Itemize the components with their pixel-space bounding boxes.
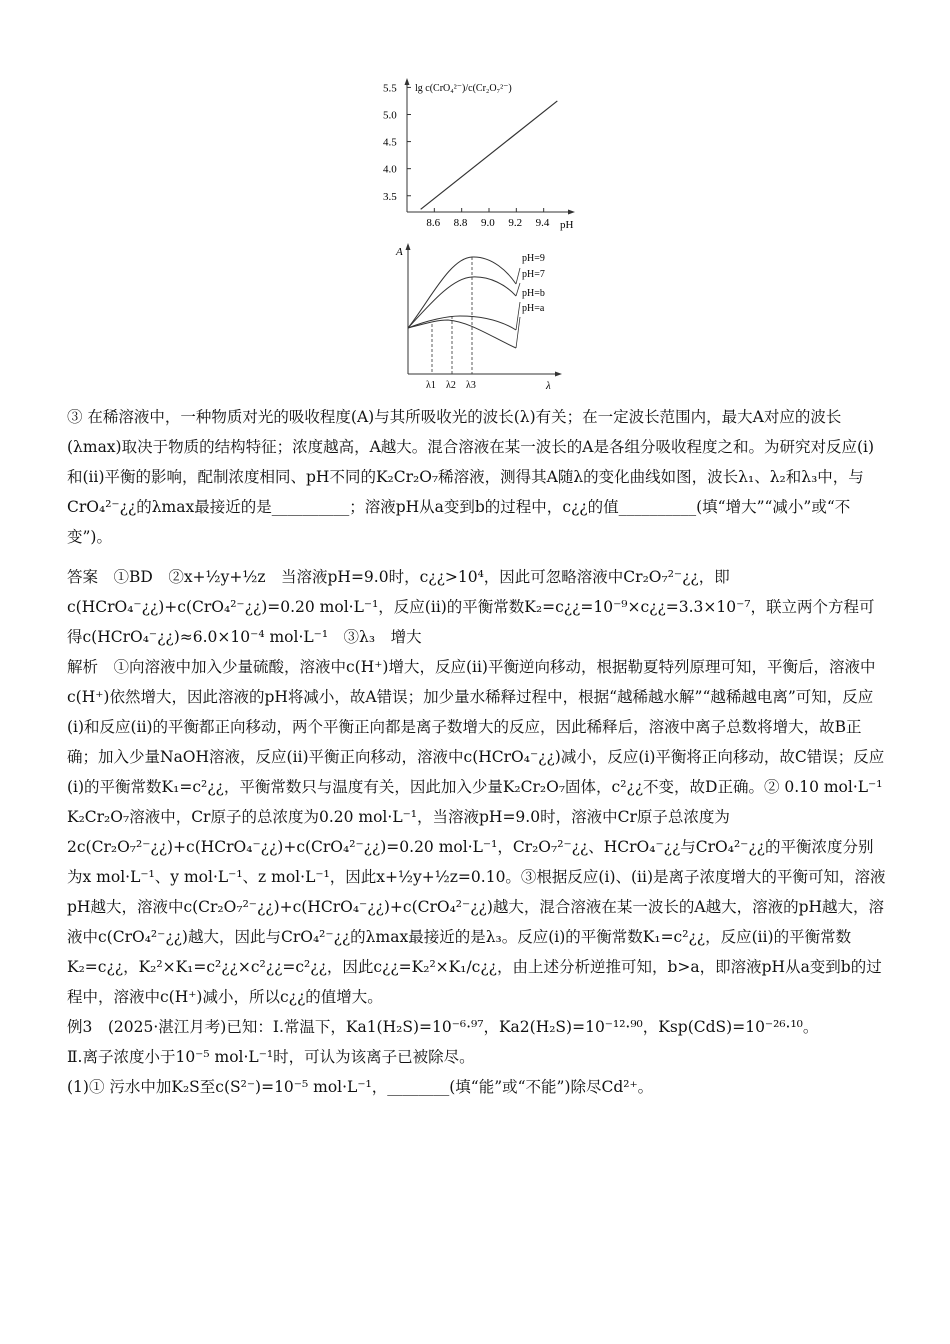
leader-ph-a — [516, 317, 520, 348]
para-example3-condition2: Ⅱ.离子浓度小于10⁻⁵ mol·L⁻¹时，可认为该离子已被除尽。 — [67, 1048, 475, 1066]
y-axis-arrow — [405, 78, 410, 85]
curve-label-ph-7: pH=7 — [522, 269, 545, 280]
para-question-1: (1)① 污水中加K₂S至c(S²⁻)=10⁻⁵ mol·L⁻¹，________(填“能”或“不能”)除尽Cd²⁺。 — [67, 1078, 654, 1096]
x-tick-label: 9.4 — [535, 217, 550, 229]
curve-label-ph-a: pH=a — [522, 303, 545, 314]
figure-absorbance-vs-wavelength — [390, 240, 570, 398]
y-tick-label: 5.0 — [383, 109, 397, 122]
y-axis-arrow — [406, 243, 411, 250]
x-axis-label: pH — [560, 219, 574, 231]
document-body — [67, 402, 887, 1102]
data-line — [421, 101, 558, 209]
curve-ph-9 — [408, 257, 516, 328]
x-tick-label: 8.8 — [453, 217, 468, 229]
x-axis-arrow — [568, 210, 575, 215]
tick-lambda1: λ1 — [426, 380, 436, 391]
y-axis-label: A — [396, 246, 403, 258]
leader-ph-b — [516, 302, 520, 330]
x-tick-label: 9.0 — [481, 217, 495, 229]
x-axis-label: λ — [546, 380, 551, 392]
line-chart-svg — [375, 68, 585, 238]
curve-label-ph-9: pH=9 — [522, 253, 545, 264]
y-tick-label: 4.5 — [383, 136, 397, 149]
x-tick-label: 8.6 — [426, 217, 441, 229]
para-answer: 答案 ①BD ②x+½y+½z 当溶液pH=9.0时，c¿¿>10⁴，因此可忽略溶液中Cr₂O₇²⁻¿¿，即c(HCrO₄⁻¿¿)+c(CrO₄²⁻¿¿)=0.20 mol·L⁻¹，反应(ⅱ)的平衡常数K₂=c¿¿=10⁻⁹×c¿¿=3.3×10⁻⁷，联立两个方程可得c(HCrO₄⁻¿¿)≈6.0×10⁻⁴ mol·L⁻¹ ③λ₃ 增大 — [67, 568, 875, 646]
curve-label-ph-b: pH=b — [522, 288, 545, 299]
leader-ph-9 — [516, 268, 520, 284]
x-tick-label: 9.2 — [508, 217, 523, 229]
x-axis-arrow — [555, 372, 562, 377]
para-question-3: ③ 在稀溶液中，一种物质对光的吸收程度(A)与其所吸收光的波长(λ)有关；在一定波长范围内，最大A对应的波长(λmax)取决于物质的结构特征；浓度越高，A越大。混合溶液在某一波长的A是各组分吸收程度之和。为研究对反应(ⅰ)和(ⅱ)平衡的影响，配制浓度相同、pH不同的K₂Cr₂O₇稀溶液，测得其A随λ的变化曲线如图，波长λ₁、λ₂和λ₃中，与CrO₄²⁻¿¿的λmax最接近的是__________；溶液pH从a变到b的过程中，c¿¿的值__________(填“增大”“减小”或“不变”)。 — [67, 408, 875, 546]
y-axis-label: lg c(CrO₄²⁻)/c(Cr₂O₇²⁻) — [415, 83, 512, 94]
para-analysis: 解析 ①向溶液中加入少量硫酸，溶液中c(H⁺)增大，反应(ⅱ)平衡逆向移动，根据勒夏特列原理可知，平衡后，溶液中c(H⁺)依然增大，因此溶液的pH将减小，故A错误；加少量水稀释过程中，根据“越稀越水解”“越稀越电离”可知，反应(ⅰ)和反应(ⅱ)的平衡都正向移动，两个平衡正向都是离子数增大的反应，因此稀释后，溶液中离子总数将增大，故B正确；加入少量NaOH溶液，反应(ⅱ)平衡正向移动，溶液中c(HCrO₄⁻¿¿)减小，反应(ⅰ)平衡将正向移动，故C错误；反应(ⅰ)的平衡常数K₁=c²¿¿，平衡常数只与温度有关，因此加入少量K₂Cr₂O₇固体，c²¿¿不变，故D正确。② 0.10 mol·L⁻¹ K₂Cr₂O₇溶液中，Cr原子的总浓度为0.20 mol·L⁻¹，当溶液pH=9.0时，溶液中Cr原子总浓度为2c(Cr₂O₇²⁻¿¿)+c(HCrO₄⁻¿¿)+c(CrO₄²⁻¿¿)=0.20 mol·L⁻¹，Cr₂O₇²⁻¿¿、HCrO₄⁻¿¿与CrO₄²⁻¿¿的平衡浓度分别为x mol·L⁻¹、y mol·L⁻¹、z mol·L⁻¹，因此x+½y+½z=0.10。③根据反应(ⅰ)、(ⅱ)是离子浓度增大的平衡可知，溶液pH越大，溶液中c(Cr₂O₇²⁻¿¿)+c(HCrO₄⁻¿¿)+c(CrO₄²⁻¿¿)越大，混合溶液在某一波长的A越大，溶液的pH越大，溶液中c(CrO₄²⁻¿¿)越大，因此与CrO₄²⁻¿¿的λmax最接近的是λ₃。反应(ⅰ)的平衡常数K₁=c²¿¿，反应(ⅱ)的平衡常数K₂=c¿¿，K₂²×K₁=c²¿¿×c²¿¿=c²¿¿，因此c¿¿=K₂²×K₁/c¿¿，由上述分析逆推可知，b>a，即溶液pH从a变到b的过程中，溶液中c(H⁺)减小，所以c¿¿的值增大。 — [67, 658, 886, 1006]
absorbance-chart-svg — [390, 240, 570, 398]
tick-lambda2: λ2 — [446, 380, 456, 391]
figure-lg-ratio-vs-ph — [375, 68, 585, 238]
y-tick-label: 3.5 — [383, 190, 397, 203]
y-tick-label: 5.5 — [383, 82, 397, 95]
para-example3-condition1: 例3 (2025·湛江月考)已知：Ⅰ.常温下，Ka1(H₂S)=10⁻⁶·⁹⁷，Ka2(H₂S)=10⁻¹²·⁹⁰，Ksp(CdS)=10⁻²⁶·¹⁰。 — [67, 1018, 819, 1036]
y-tick-label: 4.0 — [383, 163, 397, 176]
leader-ph-7 — [516, 283, 520, 296]
tick-lambda3: λ3 — [466, 380, 476, 391]
curve-ph-7 — [408, 277, 516, 328]
paragraph-gap — [67, 552, 887, 562]
curve-ph-a — [408, 320, 516, 348]
